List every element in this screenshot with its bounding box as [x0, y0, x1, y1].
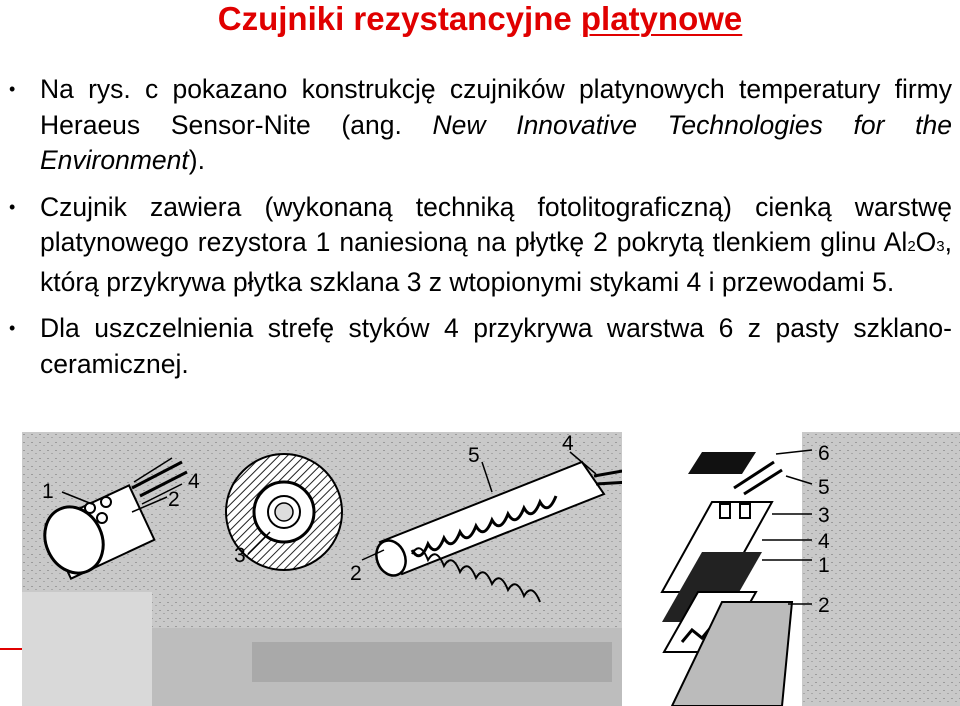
bullet-2-sub-1: 2 — [907, 238, 916, 255]
figure-c-label-4: 4 — [562, 432, 574, 455]
figure-d-label-3: 3 — [818, 504, 830, 527]
bullet-dot-icon: • — [9, 79, 16, 99]
bullet-3-text: Dla uszczelnienia strefę styków 4 przykrywa warstwa 6 z pasty szklano-ceramicznej. — [40, 313, 952, 379]
figure-a-label-1: 1 — [42, 480, 54, 503]
title-part-1: Czujniki rezystancyjne — [217, 0, 581, 37]
figure-d-label-6: 6 — [818, 442, 830, 465]
figure-d-label-1: 1 — [818, 554, 830, 577]
bullet-1-italic: New Innovative Technologies for the Environment — [40, 109, 952, 175]
bullet-dot-icon: • — [9, 196, 16, 217]
figure-b-label-3: 3 — [234, 544, 246, 567]
footer-rule-left — [0, 648, 22, 650]
figure-d-label-4: 4 — [818, 530, 830, 553]
bullet-2-text-mid: O — [915, 227, 937, 257]
title-part-2: platynowe — [580, 0, 743, 37]
figure-c-label-2: 2 — [350, 562, 362, 585]
figure-d-label-5: 5 — [818, 476, 830, 499]
bullet-item-2 — [0, 190, 960, 301]
bullet-item-3 — [0, 311, 960, 382]
figure-c-label-5: 5 — [468, 444, 480, 467]
figure-a-label-4: 4 — [188, 470, 200, 493]
sensor-construction-figure — [22, 432, 960, 706]
bullet-item-1 — [0, 72, 960, 179]
bullet-list — [0, 72, 960, 382]
bullet-1-text: Na rys. c pokazano konstrukcję czujników platynowych temperatury firmy Heraeus Sensor-Nite (ang. — [40, 74, 952, 140]
bullet-1-end: ). — [188, 145, 205, 175]
figure-a-label-2: 2 — [168, 488, 180, 511]
figure-d-label-2: 2 — [818, 594, 830, 617]
bullet-dot-icon: • — [9, 318, 16, 338]
figure-d-thin-film-chip — [622, 432, 812, 706]
bullet-2-sub-2: 3 — [936, 238, 945, 255]
bullet-2-text-before: Czujnik zawiera (wykonaną techniką fotolitograficzną) cienką warstwę platynowego rezystora 1 naniesioną na płytkę 2 pokrytą tlenkiem glinu Al — [40, 191, 952, 257]
bullet-2-text-after: , którą przykrywa płytka szklana 3 z wtopionymi stykami 4 i przewodami 5. — [40, 227, 952, 297]
page-title — [0, 0, 960, 38]
